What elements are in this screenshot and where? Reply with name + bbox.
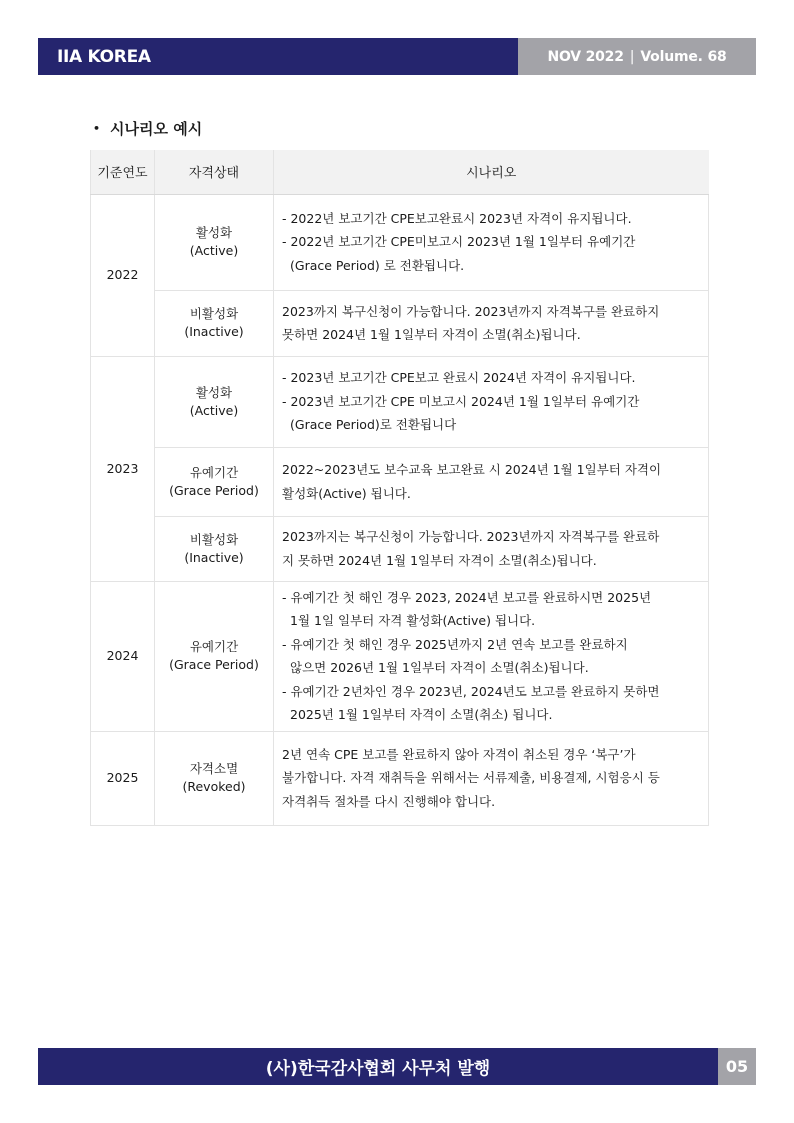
header-status: 자격상태 (155, 150, 274, 194)
scenario-line: - 2023년 보고기간 CPE 미보고시 2024년 1월 1일부터 유예기간 (282, 393, 640, 409)
scenario-line: (Grace Period)로 전환됩니다 (290, 417, 457, 433)
scenario-line: 2025년 1월 1일부터 자격이 소멸(취소) 됩니다. (290, 707, 553, 722)
scenario-cell (274, 447, 709, 516)
scenario-line: 활성화(Active) 됩니다. (282, 485, 411, 501)
scenario-line: 않으면 2026년 1월 1일부터 자격이 소멸(취소)됩니다. (290, 660, 589, 675)
scenario-line: 2022~2023년도 보수교육 보고완료 시 2024년 1월 1일부터 자격이 (282, 462, 662, 477)
status-label: 활성화 (195, 225, 233, 240)
status-label-en: (Revoked) (182, 779, 246, 794)
status-label-en: (Grace Period) (169, 482, 259, 498)
status-label: 활성화 (195, 384, 233, 400)
issue-volume: Volume. 68 (640, 48, 727, 65)
scenario-cell (274, 581, 709, 731)
scenario-line: 자격취득 절차를 다시 진행해야 합니다. (282, 793, 496, 809)
table-row (91, 356, 709, 447)
status-label-en: (Active) (189, 243, 239, 258)
scenario-line: - 유예기간 2년차인 경우 2023년, 2024년도 보고를 완료하지 못하면 (282, 683, 660, 699)
scenario-line: - 유예기간 첫 해인 경우 2023, 2024년 보고를 완료하시면 2025년 (282, 589, 652, 605)
scenario-cell (274, 731, 709, 825)
scenario-line: 지 못하면 2024년 1월 1일부터 자격이 소멸(취소)됩니다. (282, 552, 597, 568)
status-label: 유예기간 (189, 464, 239, 480)
scenario-cell (274, 194, 709, 290)
scenario-line: 1월 1일 일부터 자격 활성화(Active) 됩니다. (290, 613, 536, 628)
scenario-line: 2023까지는 복구신청이 가능합니다. 2023년까지 자격복구를 완료하 (282, 529, 660, 544)
scenario-line: - 유예기간 첫 해인 경우 2025년까지 2년 연속 보고를 완료하지 (282, 636, 628, 652)
scenario-line: 2년 연속 CPE 보고를 완료하지 않아 자격이 취소된 경우 ‘복구’가 (282, 746, 636, 762)
status-label: 자격소멸 (189, 761, 239, 776)
status-label: 유예기간 (189, 639, 239, 654)
section-title: 시나리오 예시 (110, 120, 203, 138)
status-label: 비활성화 (189, 306, 239, 321)
scenario-line: - 2023년 보고기간 CPE보고 완료시 2024년 자격이 유지됩니다. (282, 370, 636, 386)
bullet-icon: • (93, 122, 101, 135)
status-cell (155, 290, 274, 356)
status-cell (155, 516, 274, 581)
status-label: 비활성화 (189, 531, 239, 547)
header-year: 기준연도 (91, 150, 155, 194)
publisher-text: (사)한국감사협회 사무처 발행 (38, 1048, 718, 1085)
table-row (91, 447, 709, 516)
table-row (91, 581, 709, 731)
table-header-row (91, 150, 709, 194)
scenario-line: 못하면 2024년 1월 1일부터 자격이 소멸(취소)됩니다. (282, 327, 581, 342)
issue-separator: | (629, 48, 635, 65)
year-cell: 2022 (91, 194, 155, 356)
status-cell (155, 581, 274, 731)
table-row (91, 290, 709, 356)
scenario-cell (274, 356, 709, 447)
issue-info (518, 38, 756, 75)
scenario-cell (274, 290, 709, 356)
status-label-en: (Inactive) (184, 324, 244, 339)
scenario-line: (Grace Period) 로 전환됩니다. (290, 257, 465, 273)
year-cell: 2023 (91, 356, 155, 581)
table-row (91, 194, 709, 290)
scenario-table (90, 150, 709, 826)
table-row (91, 731, 709, 825)
year-cell: 2025 (91, 731, 155, 825)
section-heading (93, 118, 202, 139)
table-row (91, 516, 709, 581)
brand-name: IIA KOREA (38, 38, 518, 75)
status-cell (155, 356, 274, 447)
header-scenario: 시나리오 (274, 150, 709, 194)
status-label-en: (Active) (189, 402, 239, 418)
status-label-en: (Inactive) (184, 549, 244, 565)
page-footer (38, 1048, 756, 1085)
issue-date: NOV 2022 (547, 48, 624, 65)
status-cell (155, 447, 274, 516)
page-number: 05 (718, 1048, 756, 1085)
status-label-en: (Grace Period) (169, 657, 259, 672)
scenario-line: - 2022년 보고기간 CPE보고완료시 2023년 자격이 유지됩니다. (282, 210, 632, 226)
status-cell (155, 194, 274, 290)
scenario-line: 불가합니다. 자격 재취득을 위해서는 서류제출, 비용결제, 시험응시 등 (282, 770, 660, 786)
scenario-line: 2023까지 복구신청이 가능합니다. 2023년까지 자격복구를 완료하지 (282, 303, 660, 319)
year-cell: 2024 (91, 581, 155, 731)
scenario-line: - 2022년 보고기간 CPE미보고시 2023년 1월 1일부터 유예기간 (282, 234, 636, 250)
table-body (91, 194, 709, 825)
page-header (38, 38, 756, 75)
status-cell (155, 731, 274, 825)
scenario-cell (274, 516, 709, 581)
